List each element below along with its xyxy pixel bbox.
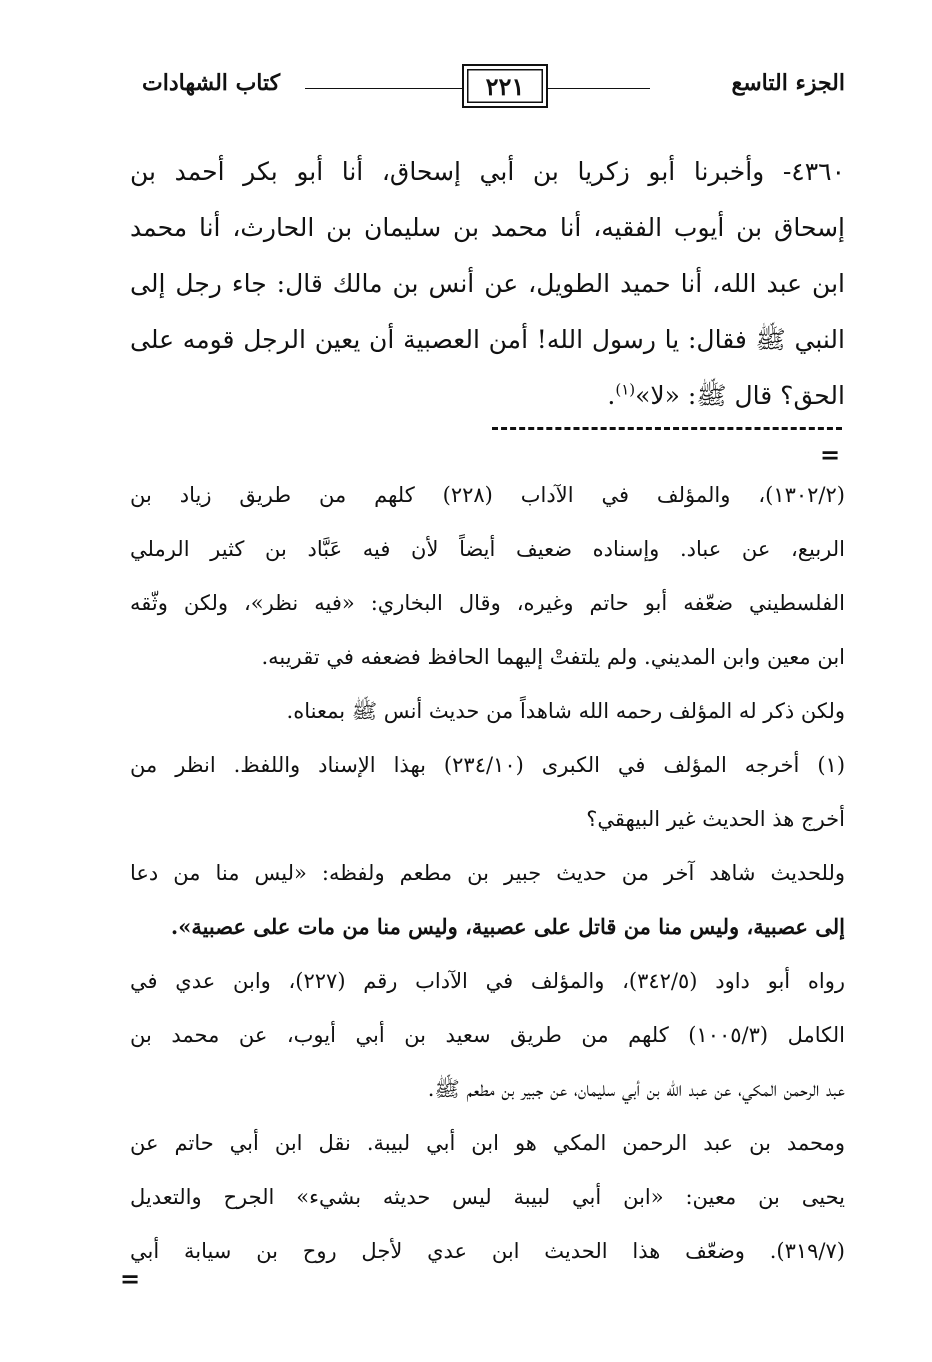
footnote-reference: (١) [615, 380, 636, 399]
main-text-line: ابن عبد الله، أنا حميد الطويل، عن أنس بن مالك قال: جاء رجل إلى [130, 269, 845, 298]
main-text-line: النبي ﷺ فقال: يا رسول الله! أمن العصبية أن يعين الرجل قومه على [130, 325, 845, 354]
main-text-line [130, 368, 845, 424]
footnote-line: عبد الرحمن المكي، عن عبد الله بن أبي سليمان، عن جبير بن مطعم ﷺ. [427, 1077, 845, 1101]
footnote-line: أخرج هذ الحديث غير البيهقي؟ [586, 807, 845, 831]
footnote-line: (٣١٩/٧). وضعّف هذا الحديث ابن عدي لأجل روح بن سيابة أبي [130, 1239, 845, 1263]
hadith-text [130, 144, 845, 424]
footnote-line: إلى عصبية، وليس منا من قاتل على عصبية، وليس منا من مات على عصبية». [170, 914, 845, 939]
footnote-line: الربيع، عن عباد. وإسناده ضعيف أيضاً لأن فيه عَبَّاد بن كثير الرملي [130, 537, 845, 561]
main-text-line-content: الحق؟ قال ﷺ: «لا» [635, 381, 845, 410]
continuation-mark-top: = [820, 440, 841, 469]
book-title: كتاب الشهادات [142, 70, 281, 96]
main-text-line: إسحاق بن أيوب الفقيه، أنا محمد بن سليمان بن الحارث، أنا محمد [130, 213, 845, 242]
continuation-mark-bottom: = [120, 1264, 141, 1293]
footnote-separator [492, 427, 842, 430]
page-number: ٢٢١ [485, 71, 525, 101]
header-rule-right [542, 88, 650, 89]
footnote-line: ومحمد بن عبد الرحمن المكي هو ابن أبي لبيبة. نقل ابن أبي حاتم عن [130, 1131, 845, 1155]
footnote-line: الكامل (١٠٠٥/٣) كلهم من طريق سعيد بن أبي أيوب، عن محمد بن [130, 1023, 845, 1047]
footnote-line: (١) أخرجه المؤلف في الكبرى (٢٣٤/١٠) بهذا الإسناد واللفظ. انظر من [130, 753, 845, 777]
footnote-line: ولكن ذكر له المؤلف رحمه الله شاهداً من حديث أنس ﷺ بمعناه. [286, 699, 845, 723]
footnote-line: وللحديث شاهد آخر من حديث جبير بن مطعم ولفظه: «ليس منا من دعا [130, 861, 845, 885]
footnote-line: ابن معين وابن المديني. ولم يلتفتْ إليهما الحافظ فضعفه في تقريبه. [261, 645, 845, 669]
footnote-line: رواه أبو داود (٣٤٢/٥)، والمؤلف في الآداب رقم (٢٢٧)، وابن عدي في [130, 969, 845, 993]
footnote-line: (١٣٠٢/٢)، والمؤلف في الآداب (٢٢٨) كلهم من طريق زياد بن [130, 483, 845, 507]
footnotes [130, 468, 845, 1278]
footnote-line: الفلسطيني ضعّفه أبو حاتم وغيره، وقال البخاري: «فيه نظر»، ولكن وثّقه [130, 591, 845, 615]
main-text-line-end: . [607, 381, 616, 410]
page-number-box [462, 64, 548, 108]
main-text-line: ٤٣٦٠- وأخبرنا أبو زكريا بن أبي إسحاق، أنا أبو بكر أحمد بن [130, 157, 845, 186]
running-header [130, 62, 845, 112]
header-rule-left [305, 88, 463, 89]
footnote-line: يحيى بن معين: «ابن أبي لبيبة ليس حديثه بشيء» الجرح والتعديل [130, 1185, 845, 1209]
volume-title: الجزء التاسع [731, 70, 845, 96]
